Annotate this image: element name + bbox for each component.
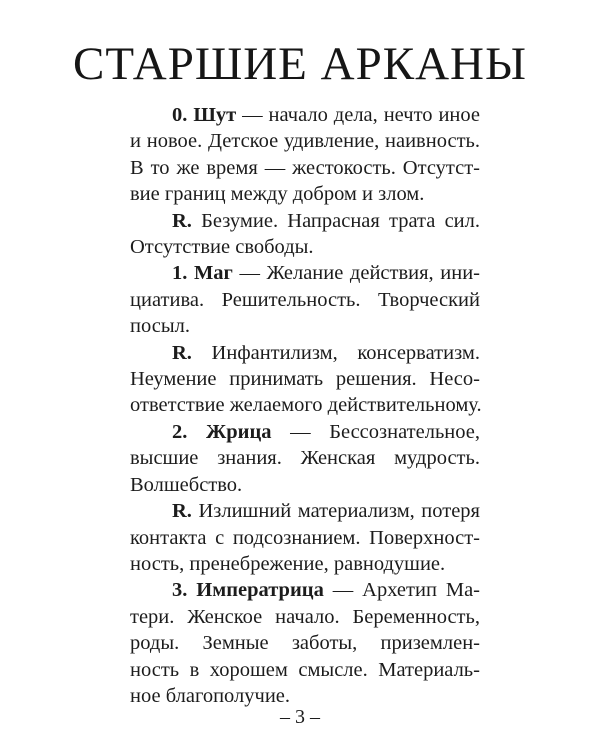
reversed-paragraph bbox=[130, 208, 480, 261]
text-line: циатива. Решительность. Творческий bbox=[130, 288, 480, 311]
arcana-label: 3. Императрица bbox=[172, 579, 324, 602]
arcana-label: 1. Маг bbox=[172, 262, 233, 285]
page-title: СТАРШИЕ АРКАНЫ bbox=[73, 38, 527, 90]
page-number: – 3 – bbox=[280, 706, 320, 728]
text-line: вие границ между добром и злом. bbox=[130, 183, 425, 206]
text-line: роды. Земные заботы, приземлен- bbox=[130, 632, 480, 655]
text-line: В то же время — жестокость. Отсутст- bbox=[130, 156, 480, 179]
text-line: Волшебство. bbox=[130, 473, 243, 496]
text-line: посыл. bbox=[130, 315, 190, 338]
text-line: тери. Женское начало. Беременность, bbox=[130, 605, 480, 628]
arcana-label: 0. Шут bbox=[172, 104, 237, 126]
reversed-label: R. bbox=[172, 209, 192, 232]
text-line: ность, пренебрежение, равнодушие. bbox=[130, 552, 446, 575]
text-line: Неумение принимать решения. Несо- bbox=[130, 368, 480, 391]
reversed-paragraph bbox=[130, 498, 480, 577]
text-line: контакта с подсознанием. Поверхност- bbox=[130, 526, 480, 549]
text-line: ное благополучие. bbox=[130, 684, 291, 707]
arcana-paragraph bbox=[130, 260, 480, 339]
text-line: высшие знания. Женская мудрость. bbox=[130, 447, 480, 470]
text-line: 1. Маг — Желание действия, ини- bbox=[172, 262, 480, 285]
reversed-label: R. bbox=[172, 500, 192, 523]
text-line: ответствие желаемого действительному. bbox=[130, 394, 482, 417]
arcana-paragraph bbox=[130, 102, 480, 208]
text-line: 3. Императрица — Архетип Ма- bbox=[172, 579, 480, 602]
text-line: ность в хорошем смысле. Материаль- bbox=[130, 658, 480, 681]
arcana-paragraph bbox=[130, 419, 480, 498]
arcana-label: 2. Жрица bbox=[172, 420, 272, 443]
text-line: и новое. Детское удивление, наивность. bbox=[130, 130, 480, 153]
reversed-paragraph bbox=[130, 340, 480, 419]
arcana-paragraph bbox=[130, 577, 480, 709]
text-line: 0. Шут — начало дела, нечто иное bbox=[172, 104, 480, 126]
text-line: 2. Жрица — Бессознательное, bbox=[172, 420, 480, 443]
reversed-label: R. bbox=[172, 341, 192, 364]
text-line: R. Излишний материализм, потеря bbox=[172, 500, 480, 523]
text-line: R. Инфантилизм, консерватизм. bbox=[172, 341, 480, 364]
text-line: R. Безумие. Напрасная трата сил. bbox=[172, 209, 480, 232]
body-text bbox=[130, 102, 480, 709]
text-line: Отсутствие свободы. bbox=[130, 236, 314, 259]
